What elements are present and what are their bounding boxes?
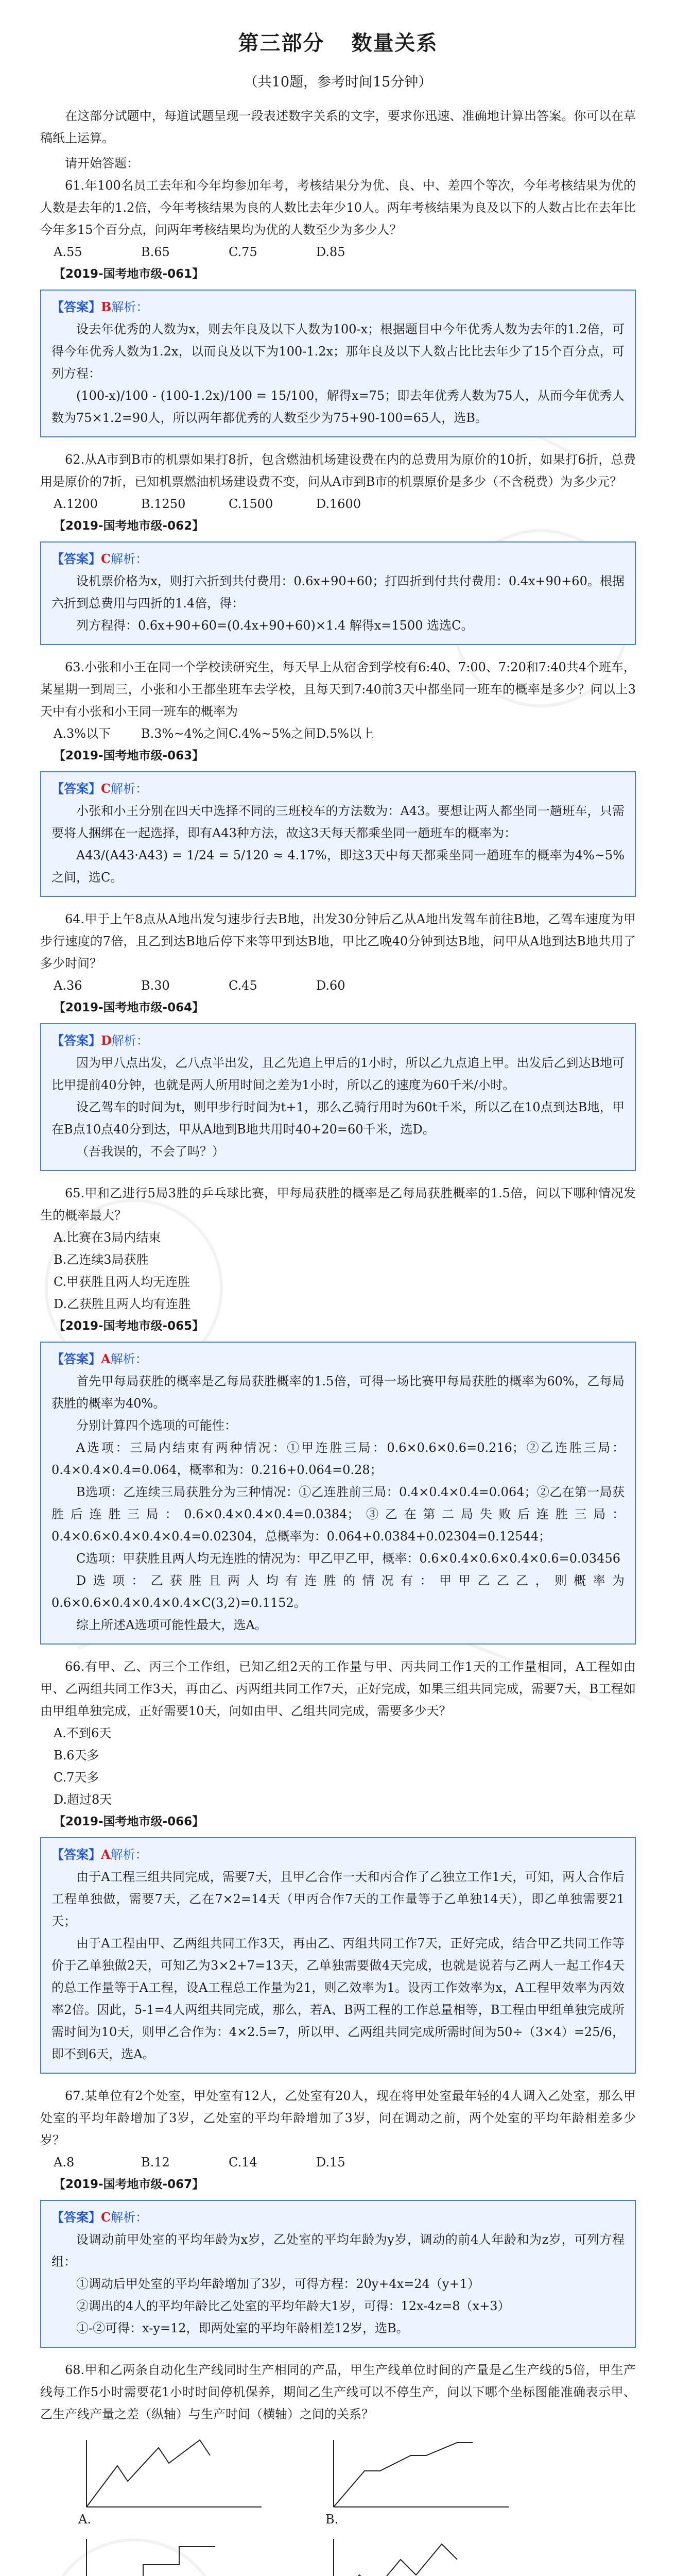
section-subtitle: （共10题，参考时间15分钟）	[244, 74, 432, 90]
question-stem: 64.甲于上午8点从A地出发匀速步行去B地，出发30分钟后乙从A地出发驾车前往B地，乙驾车速度为甲步行速度的7倍，且乙到达B地后停下来等甲到达B地，甲比乙晚40分钟到达B地，问甲从A地到达B地共用了多少时间？	[40, 912, 636, 971]
analysis-label: 解析：	[111, 2210, 148, 2225]
question-62	[40, 449, 636, 645]
analysis-text: 由于A工程由甲、乙两组共同工作3天，再由乙、丙组共同工作7天，正好完成，结合甲乙共同工作等价于乙单独做2天，可知乙为3×2+7=13天，乙单独需要做4天完成，也就是说若与乙两人一起工作4天的总工作量等于A工程，设A工程总工作量为21，则乙效率为1。设丙工作效率为x，A工程甲效率为丙效率2倍。因此，5-1=4人两组共同完成，那么，若A、B两工程的工作总量相等，B工程由甲组单独完成所需时间为10天，则甲乙合作为：4×2.5=7，所以甲、乙两组共同完成所需时间为50÷（3×4）=25/6，即不到6天，选A。	[51, 1936, 625, 2061]
option: B.6天多	[54, 1748, 99, 1762]
graph-a-plot	[76, 2435, 272, 2512]
options-row	[40, 493, 636, 515]
answer-value: B	[101, 299, 112, 314]
graph-label: B.	[325, 2512, 339, 2527]
option: A.3%以下	[54, 726, 111, 741]
question-stem: 63.小张和小王在同一个学校读研究生，每天早上从宿舍到学校有6:40、7:00、7:20和7:40共4个班车，某星期一到周三，小张和小王都坐班车去学校，且每天到7:40前3天中都坐同一班车的概率是多少？问以上3天中有小张和小王同一班车的概率为	[40, 660, 636, 719]
analysis-text: 设机票价格为x，则打六折到共付费用：0.6x+90+60；打四折到付共付费用：0.4x+90+60。根据六折到总费用与四折的1.4倍，得：	[51, 574, 625, 611]
option: C.7天多	[54, 1770, 99, 1785]
question-stem: 65.甲和乙进行5局3胜的乒乓球比赛，甲每局获胜的概率是乙每局获胜概率的1.5倍，问以下哪种情况发生的概率最大？	[40, 1186, 636, 1223]
analysis-text: 小张和小王分别在四天中选择不同的三班校车的方法数为：A43。要想让两人都坐同一趟班车，只需要将人捆绑在一起选择，即有A43种方法，故这3天每天都乘坐同一趟班车的概率为：	[51, 804, 625, 840]
answer-box	[40, 1023, 636, 1171]
question-stem: 66.有甲、乙、丙三个工作组，已知乙组2天的工作量与甲、丙共同工作1天的工作量相同，A工程如由甲、乙两组共同工作3天，再由乙、丙两组共同工作7天，正好完成，如果三组共同完成，需要7天，B工程如由甲组单独完成，正好需要10天，问如由甲、乙组共同完成，需要多少天？	[40, 1659, 636, 1718]
graph-c-plot	[76, 2534, 272, 2576]
options-row	[40, 975, 636, 997]
option: C.1500	[229, 497, 273, 511]
analysis-text: A选项：三局内结束有两种情况：①甲连胜三局：0.6×0.6×0.6=0.216；②乙连胜三局：0.4×0.4×0.4=0.064，概率和为：0.216+0.064=0.28；	[51, 1440, 625, 1477]
answer-label: 【答案】	[51, 1033, 101, 1048]
option: B.30	[141, 978, 170, 993]
section-name: 数量关系	[351, 31, 438, 55]
option: A.比赛在3局内结束	[54, 1230, 161, 1245]
analysis-text: ①-②可得：x-y=12，即两处室的平均年龄相差12岁，选B。	[76, 2321, 409, 2335]
answer-label: 【答案】	[51, 551, 101, 566]
analysis-text: 设乙驾车的时间为t，则甲步行时间为t+1，那么乙骑行用时为60t千米，所以乙在10点到达B地，甲在B点10点40分到达，甲从A地到B地共用时40+20=60千米，选D。	[51, 1100, 625, 1137]
analysis-text: (100-x)/100 - (100-1.2x)/100 = 15/100，解得x=75；即去年优秀人数为75人，从而今年优秀人数为75×1.2=90人，所以两年都优秀的人数至少为75+90-100=65人，选B。	[51, 388, 625, 425]
question-source: 【2019-国考地市级-067】	[54, 2178, 204, 2191]
answer-value: C	[101, 2210, 111, 2225]
option: D.60	[316, 978, 345, 993]
graph-b-plot	[323, 2435, 519, 2512]
analysis-text: 设调动前甲处室的平均年龄为x岁，乙处室的平均年龄为y岁，调动的前4人年龄和为z岁，可列方程组：	[51, 2232, 625, 2269]
option: B.乙连续3局获胜	[54, 1252, 149, 1267]
option: B.1250	[141, 497, 186, 511]
question-65	[40, 1182, 636, 1645]
analysis-text: 设去年优秀的人数为x，则去年良及以下人数为100-x；根据题目中今年优秀人数为去年的1.2倍，可得今年优秀人数为1.2x，以而良及以下为100-1.2x；那年良及以下人数占比比去年少了15个百分点，可列方程：	[51, 322, 625, 381]
option: A.不到6天	[54, 1726, 112, 1740]
option: C.14	[229, 2155, 257, 2170]
option: D.乙获胜且两人均有连胜	[54, 1297, 191, 1311]
option: C.75	[229, 245, 257, 259]
option: C.4%~5%之间	[229, 726, 316, 741]
graph-option-a	[76, 2435, 292, 2527]
question-66	[40, 1656, 636, 2074]
question-stem: 67.某单位有2个处室，甲处室有12人，乙处室有20人，现在将甲处室最年轻的4人调入乙处室，那么甲处室的平均年龄增加了3岁，乙处室的平均年龄增加了3岁，问在调动之前，两个处室的平均年龄相差多少岁？	[40, 2089, 636, 2147]
analysis-label: 解析：	[111, 782, 148, 796]
question-source: 【2019-国考地市级-064】	[54, 1001, 204, 1014]
section-part: 第三部分	[238, 31, 325, 55]
analysis-text: C选项：甲获胜且两人均无连胜的情况为：甲乙甲乙甲，概率：0.6×0.4×0.6×0.4×0.6=0.03456	[76, 1551, 620, 1566]
option: D.5%以上	[316, 726, 374, 741]
analysis-text: 由于A工程三组共同完成，需要7天，且甲乙合作一天和丙合作了乙独立工作1天，可知，两人合作后工程单独做，需要7天，乙在7×2=14天（甲丙合作7天的工作量等于乙单独14天），即乙单独需要21天；	[51, 1870, 625, 1928]
section-title	[40, 27, 636, 56]
options-row	[40, 241, 636, 263]
graph-options	[76, 2435, 540, 2576]
analysis-text: D选项：乙获胜且两人均有连胜的情况有：甲甲乙乙乙，则概率为0.6×0.6×0.4×0.4×0.4×C(3,2)=0.1152。	[51, 1573, 625, 1610]
answer-box	[40, 541, 636, 645]
analysis-text: B选项：乙连续三局获胜分为三种情况：①乙连胜前三局：0.4×0.4×0.4=0.064；②乙在第一局获胜后连胜三局：0.6×0.4×0.4×0.4=0.0384；③乙在第二局失败后连胜三局：0.4×0.6×0.4×0.4×0.4=0.02304，总概率为：0.064+0.0384+0.02304=0.12544；	[51, 1485, 625, 1544]
option: B.3%~4%之间	[141, 726, 229, 741]
option: D.1600	[316, 497, 361, 511]
question-64	[40, 908, 636, 1171]
question-source: 【2019-国考地市级-062】	[54, 519, 204, 533]
analysis-text: A43/(A43·A43) = 1/24 = 5/120 ≈ 4.17%，即这3天中每天都乘坐同一趟班车的概率为4%~5%之间，选C。	[51, 848, 625, 885]
question-stem: 62.从A市到B市的机票如果打8折，包含燃油机场建设费在内的总费用为原价的10折，如果打6折，总费用是原价的7折，已知机票燃油机场建设费不变，问从A市到B市的机票原价是多少（不含税费）为多少元？	[40, 452, 636, 489]
option: A.36	[54, 978, 82, 993]
answer-box	[40, 1837, 636, 2074]
analysis-text: 列方程得：0.6x+90+60=(0.4x+90+60)×1.4 解得x=1500 选选C。	[76, 618, 474, 633]
answer-value: A	[101, 1351, 111, 1366]
answer-value: C	[101, 551, 111, 566]
analysis-text: ②调出的4人的平均年龄比乙处室的平均年龄大1岁，可得：12x-4z=8（x+3）	[76, 2299, 510, 2313]
option: D.85	[316, 245, 345, 259]
answer-value: A	[101, 1847, 111, 1862]
graph-label: A.	[78, 2512, 91, 2527]
option: C.甲获胜且两人均无连胜	[54, 1275, 190, 1289]
question-63	[40, 656, 636, 897]
graph-option-c	[76, 2534, 292, 2576]
graph-d-plot	[323, 2534, 519, 2576]
question-stem: 68.甲和乙两条自动化生产线同时生产相同的产品，甲生产线单位时间的产量是乙生产线的5倍，甲生产线每工作5小时需要花1小时时间停机保养，期间乙生产线可以不停生产，问以下哪个坐标图能准确表示甲、乙生产线产量之差（纵轴）与生产时间（横轴）之间的关系？	[40, 2363, 636, 2421]
analysis-label: 解析：	[110, 1848, 148, 1862]
answer-label: 【答案】	[51, 1351, 101, 1366]
answer-label: 【答案】	[51, 1847, 101, 1862]
question-stem: 61.年100名员工去年和今年均参加年考，考核结果分为优、良、中、差四个等次，今年考核结果为优的人数是去年的1.2倍，今年考核结果为良的人数比去年少10人。两年考核结果为良及以下的人数占比在去年比今年多15个百分点，问两年考核结果均为优的人数至少为多少人？	[40, 178, 636, 237]
analysis-label: 解析：	[110, 1352, 148, 1366]
option: A.1200	[54, 497, 98, 511]
instruction-text: 请开始答题：	[65, 156, 139, 171]
question-source: 【2019-国考地市级-066】	[54, 1815, 204, 1828]
analysis-label: 解析：	[111, 300, 149, 314]
question-67	[40, 2085, 636, 2348]
document-content	[40, 27, 636, 2576]
answer-label: 【答案】	[51, 2210, 101, 2225]
analysis-text: 综上所述A选项可能性最大，选A。	[76, 1618, 267, 1632]
answer-box	[40, 290, 636, 437]
option: A.8	[54, 2155, 75, 2170]
analysis-label: 解析：	[111, 1033, 149, 1048]
question-source: 【2019-国考地市级-063】	[54, 749, 204, 762]
answer-label: 【答案】	[51, 781, 101, 796]
answer-value: D	[101, 1033, 112, 1048]
analysis-text: ①调动后甲处室的平均年龄增加了3岁，可得方程：20y+4x=24（y+1）	[76, 2277, 480, 2291]
answer-box	[40, 771, 636, 897]
graph-option-d	[323, 2534, 540, 2576]
option: A.55	[54, 245, 82, 259]
options-row	[40, 2151, 636, 2174]
question-68	[40, 2359, 636, 2576]
intro-text: 在这部分试题中，每道试题呈现一段表述数字关系的文字，要求你迅速、准确地计算出答案。你可以在草稿纸上运算。	[40, 109, 636, 145]
option: D.15	[316, 2155, 345, 2170]
option: B.65	[141, 245, 170, 259]
answer-box	[40, 1342, 636, 1645]
answer-label: 【答案】	[51, 299, 101, 314]
analysis-text: 因为甲八点出发，乙八点半出发，且乙先追上甲后的1小时，所以乙九点追上甲。出发后乙到达B地可比甲提前40分钟，也就是两人所用时间之差为1小时，所以乙的速度为60千米/小时。	[51, 1056, 625, 1092]
analysis-text: 分别计算四个选项的可能性：	[76, 1418, 237, 1433]
analysis-label: 解析：	[111, 552, 148, 566]
options-row	[40, 723, 636, 745]
question-61	[40, 175, 636, 437]
answer-box	[40, 2200, 636, 2348]
answer-value: C	[101, 781, 111, 796]
option: B.12	[141, 2155, 170, 2170]
graph-option-b	[323, 2435, 540, 2527]
analysis-text: （吾我误的，不会了吗？）	[76, 1144, 224, 1159]
option: D.超过8天	[54, 1792, 112, 1807]
question-source: 【2019-国考地市级-065】	[54, 1319, 204, 1333]
question-source: 【2019-国考地市级-061】	[54, 267, 204, 281]
option: C.45	[229, 978, 257, 993]
analysis-text: 首先甲每局获胜的概率是乙每局获胜概率的1.5倍，可得一场比赛甲每局获胜的概率为60%，乙每局获胜的概率为40%。	[51, 1374, 625, 1411]
